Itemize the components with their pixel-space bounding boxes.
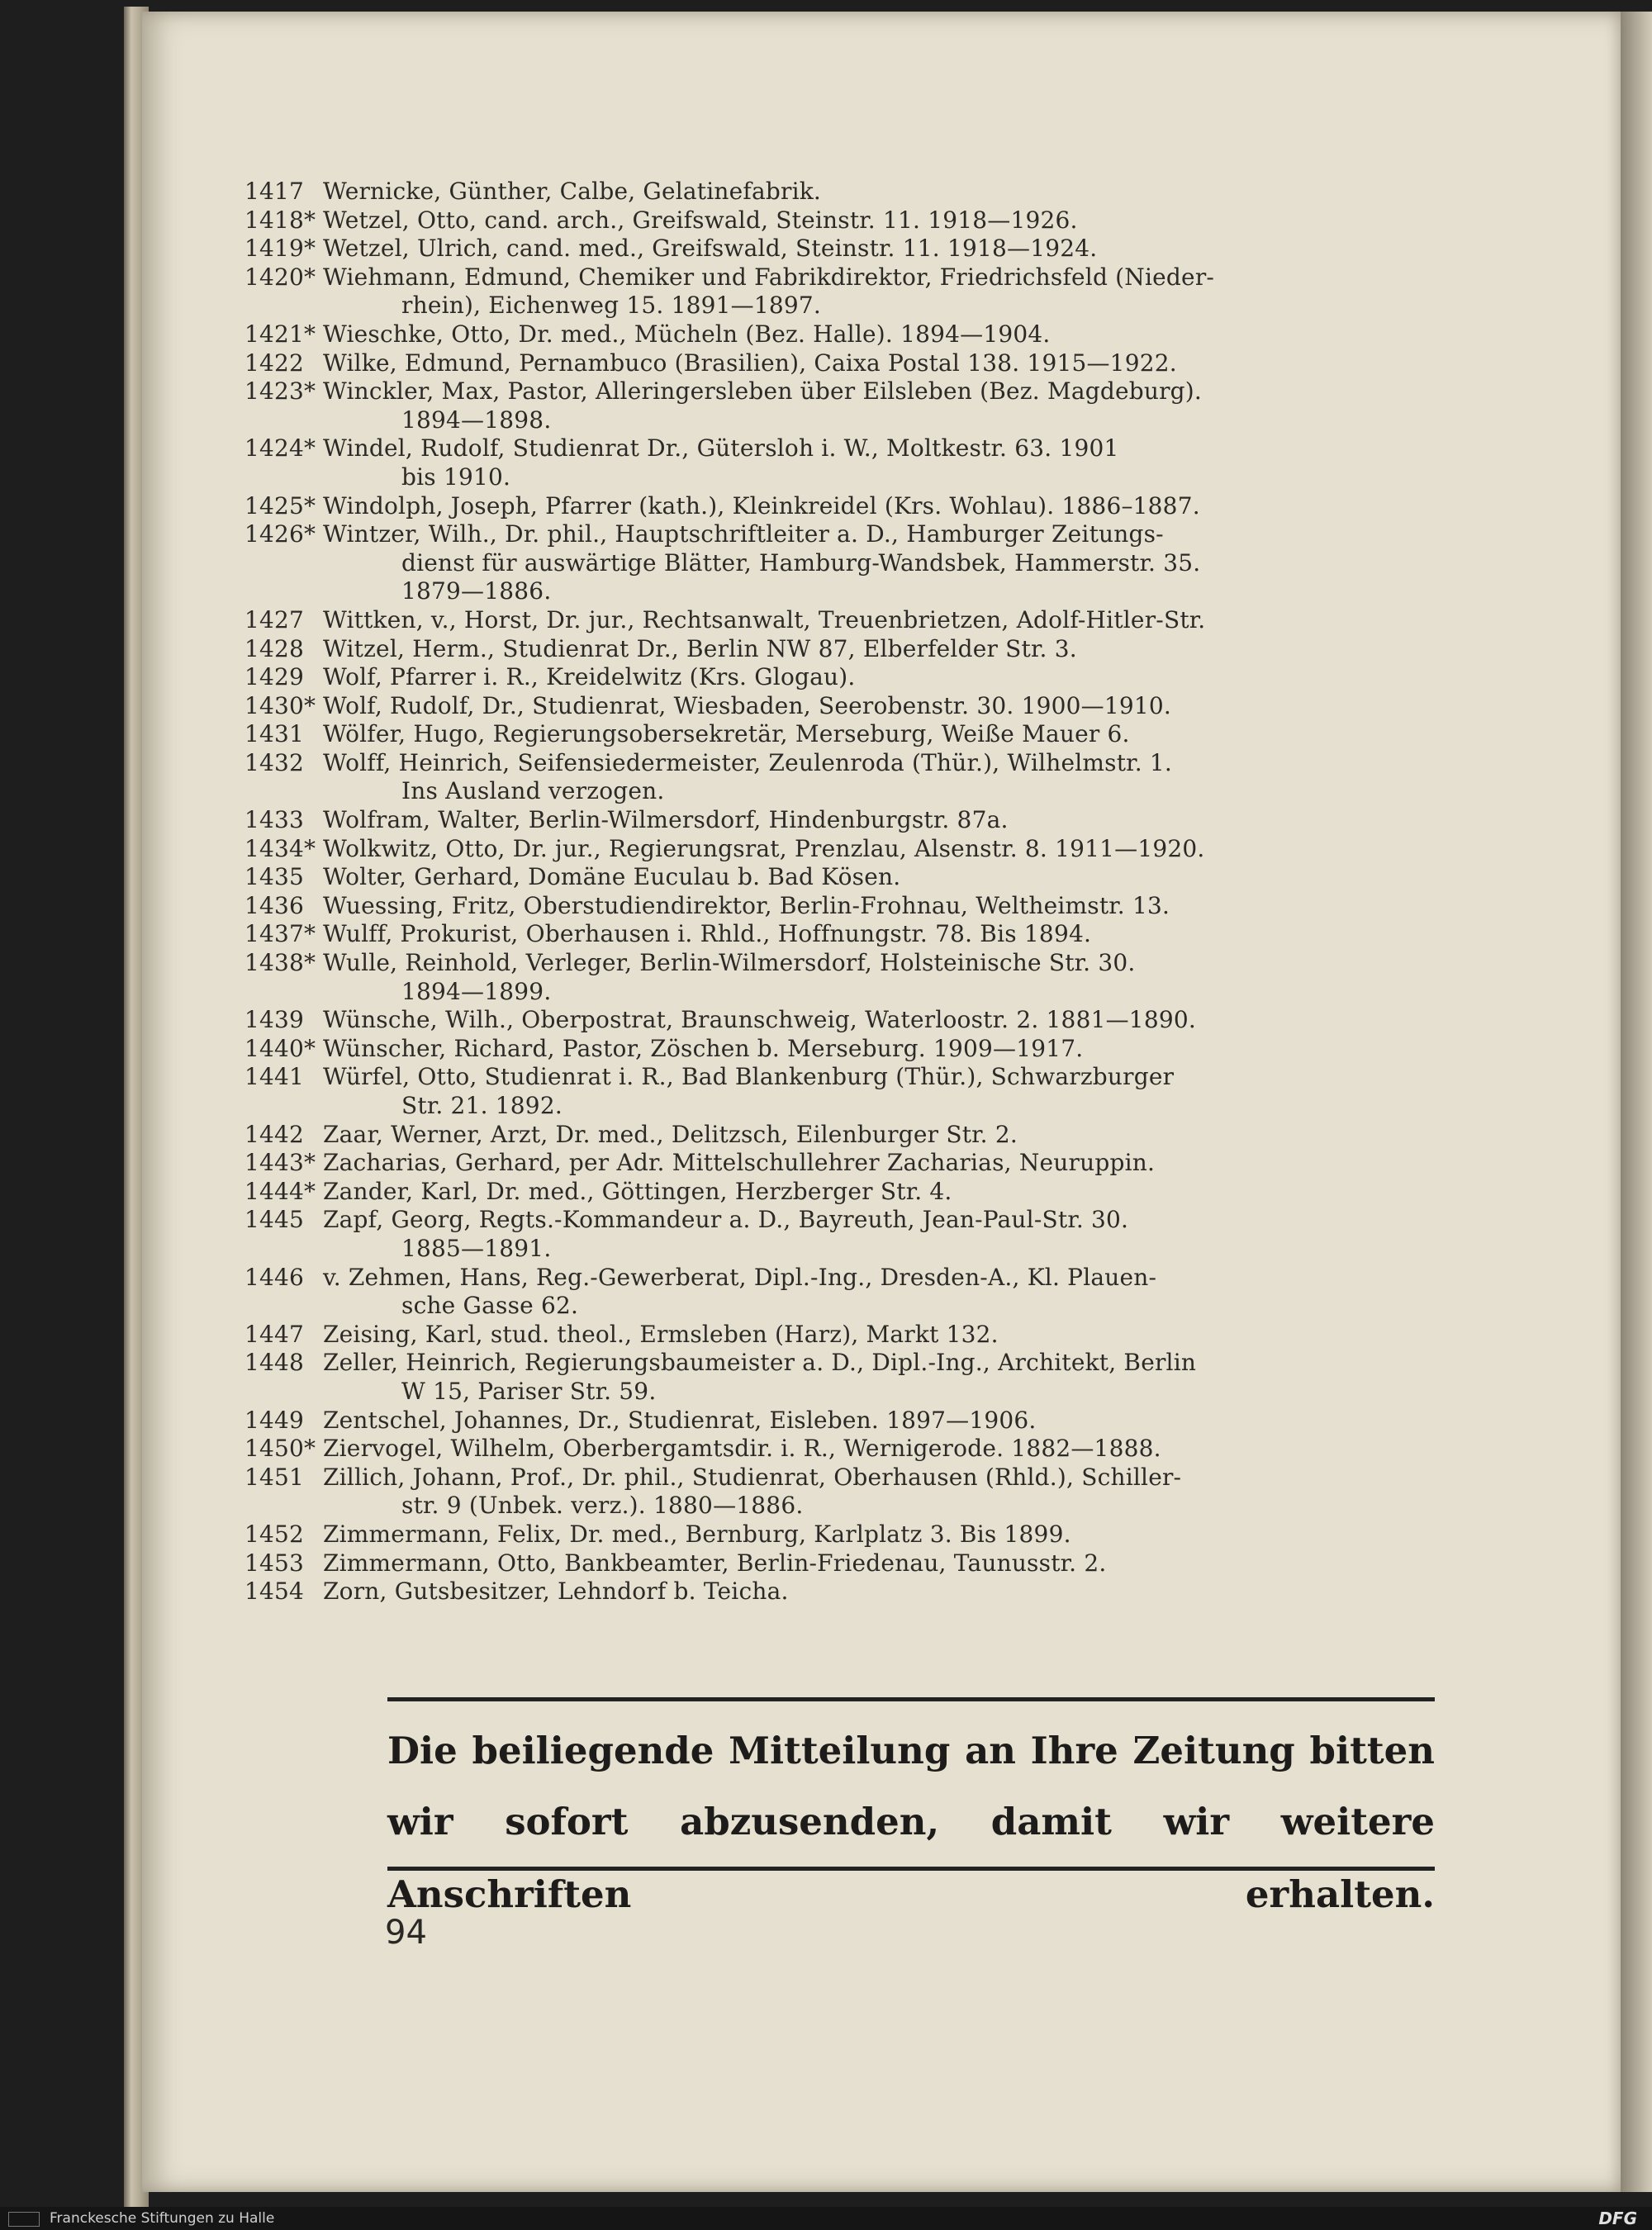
entry-number: 1452 (244, 1520, 305, 1548)
entry-text: Ins Ausland verzogen. (401, 777, 665, 805)
entry-line (244, 692, 1434, 721)
entry-number: 1422 (244, 349, 305, 377)
entry-line (244, 920, 1434, 949)
entry-text: Witzel, Herm., Studienrat Dr., Berlin NW 87, Elberfelder Str. 3. (323, 634, 1077, 662)
entry-text: Str. 21. 1892. (401, 1092, 563, 1119)
entry-number: 1421* (244, 320, 316, 348)
entry-text: Zaar, Werner, Arzt, Dr. med., Delitzsch, Eilenburger Str. 2. (323, 1120, 1018, 1148)
entry-number: 1437* (244, 920, 316, 948)
entry-line (244, 1206, 1434, 1235)
entry-continuation-line (244, 978, 1434, 1007)
entry-line (244, 1549, 1434, 1578)
entry-line (244, 863, 1434, 892)
entry-number: 1435 (244, 863, 305, 891)
entry-line (244, 949, 1434, 978)
entry-line (244, 1006, 1434, 1035)
entry-continuation-line (244, 463, 1434, 492)
entry-text: Wulff, Prokurist, Oberhausen i. Rhld., Hoffnungstr. 78. Bis 1894. (323, 920, 1092, 948)
entry-text: 1894—1899. (401, 977, 552, 1005)
entry-number: 1438* (244, 949, 316, 977)
entry-text: Windolph, Joseph, Pfarrer (kath.), Kleinkreidel (Krs. Wohlau). 1886–1887. (323, 491, 1200, 520)
entry-text: 1894—1898. (401, 406, 552, 434)
entry-line (244, 1035, 1434, 1064)
entry-text: Winckler, Max, Pastor, Alleringersleben über Eilsleben (Bez. Magdeburg). (323, 377, 1203, 406)
entry-text: Zapf, Georg, Regts.-Kommandeur a. D., Bayreuth, Jean-Paul-Str. 30. (323, 1206, 1129, 1234)
entry-number: 1443* (244, 1149, 316, 1177)
entry-text: str. 9 (Unbek. verz.). 1880—1886. (401, 1492, 804, 1520)
entry-continuation-line (244, 406, 1434, 435)
entry-continuation-line (244, 1092, 1434, 1121)
entry-text: Wittken, v., Horst, Dr. jur., Rechtsanwalt, Treuenbrietzen, Adolf-Hitler-Str. (323, 605, 1206, 633)
entry-line (244, 377, 1434, 406)
entry-number: 1425* (244, 491, 316, 520)
entry-text: Wünscher, Richard, Pastor, Zöschen b. Merseburg. 1909—1917. (323, 1034, 1084, 1062)
entry-number: 1454 (244, 1578, 305, 1606)
entry-number: 1448 (244, 1349, 305, 1377)
entry-line (244, 178, 1434, 206)
entry-continuation-line (244, 292, 1434, 320)
entry-line (244, 720, 1434, 749)
entry-number: 1418* (244, 206, 316, 234)
entry-number: 1449 (244, 1406, 305, 1434)
entry-number: 1440* (244, 1034, 316, 1062)
entry-line (244, 1178, 1434, 1207)
entry-number: 1450* (244, 1435, 316, 1463)
entry-line (244, 349, 1434, 378)
footer-brand: DFG (1598, 2209, 1637, 2228)
entry-number: 1453 (244, 1549, 305, 1577)
entry-continuation-line (244, 1292, 1434, 1321)
entry-number: 1439 (244, 1006, 305, 1034)
register-entries (244, 178, 1434, 1606)
entry-number: 1442 (244, 1120, 305, 1148)
entry-line (244, 1407, 1434, 1435)
entry-text: Wiehmann, Edmund, Chemiker und Fabrikdirektor, Friedrichsfeld (Nieder- (323, 263, 1215, 291)
entry-number: 1432 (244, 748, 305, 776)
entry-number: 1433 (244, 806, 305, 834)
entry-number: 1423* (244, 377, 316, 406)
entry-text: Wolf, Pfarrer i. R., Kreidelwitz (Krs. Glogau). (323, 663, 856, 691)
entry-text: sche Gasse 62. (401, 1292, 579, 1320)
entry-text: rhein), Eichenweg 15. 1891—1897. (401, 292, 822, 320)
notice-line-1: Die beiliegende Mitteilung an Ihre Zeitung bitten (387, 1729, 1435, 1772)
entry-text: Zillich, Johann, Prof., Dr. phil., Studienrat, Oberhausen (Rhld.), Schiller- (323, 1463, 1182, 1491)
footer-bar (0, 2207, 1652, 2230)
entry-text: Wieschke, Otto, Dr. med., Mücheln (Bez. Halle). 1894—1904. (323, 320, 1051, 348)
entry-line (244, 1464, 1434, 1492)
page-number: 94 (385, 1914, 427, 1952)
entry-line (244, 206, 1434, 235)
notice-line-2: wir sofort abzusenden, damit wir weitere Anschriften erhalten. (387, 1800, 1435, 1916)
entry-line (244, 1264, 1434, 1293)
entry-text: Wintzer, Wilh., Dr. phil., Hauptschriftleiter a. D., Hamburger Zeitungs- (323, 520, 1164, 548)
entry-text: 1879—1886. (401, 577, 552, 605)
entry-number: 1445 (244, 1206, 305, 1234)
entry-line (244, 520, 1434, 549)
entry-number: 1451 (244, 1463, 305, 1491)
entry-text: Zentschel, Johannes, Dr., Studienrat, Eisleben. 1897—1906. (323, 1406, 1037, 1434)
entry-text: Wilke, Edmund, Pernambuco (Brasilien), Caixa Postal 138. 1915—1922. (323, 349, 1177, 377)
entry-text: Ziervogel, Wilhelm, Oberbergamtsdir. i. R., Wernigerode. 1882—1888. (323, 1435, 1161, 1463)
entry-text: Zimmermann, Otto, Bankbeamter, Berlin-Friedenau, Taunusstr. 2. (323, 1549, 1107, 1577)
entry-number: 1428 (244, 634, 305, 662)
entry-line (244, 1321, 1434, 1350)
entry-continuation-line (244, 1235, 1434, 1264)
entry-line (244, 1435, 1434, 1464)
entry-continuation-line (244, 577, 1434, 606)
entry-text: Wetzel, Ulrich, cand. med., Greifswald, Steinstr. 11. 1918—1924. (323, 235, 1098, 263)
entry-line (244, 1121, 1434, 1150)
entry-line (244, 835, 1434, 864)
entry-line (244, 606, 1434, 635)
entry-text: bis 1910. (401, 463, 511, 491)
facing-page-edge (1621, 12, 1652, 2192)
entry-text: W 15, Pariser Str. 59. (401, 1377, 657, 1405)
entry-line (244, 892, 1434, 921)
entry-number: 1434* (244, 834, 316, 862)
entry-text: Wünsche, Wilh., Oberpostrat, Braunschweig, Waterloostr. 2. 1881—1890. (323, 1006, 1196, 1034)
entry-text: Zeller, Heinrich, Regierungsbaumeister a. D., Dipl.-Ing., Architekt, Berlin (323, 1349, 1197, 1377)
entry-line (244, 434, 1434, 463)
entry-text: Wolf, Rudolf, Dr., Studienrat, Wiesbaden, Seerobenstr. 30. 1900—1910. (323, 691, 1172, 719)
entry-text: Zimmermann, Felix, Dr. med., Bernburg, Karlplatz 3. Bis 1899. (323, 1520, 1071, 1548)
entry-text: Wölfer, Hugo, Regierungsobersekretär, Merseburg, Weiße Mauer 6. (323, 720, 1130, 748)
entry-number: 1417 (244, 178, 305, 205)
entry-text: v. Zehmen, Hans, Reg.-Gewerberat, Dipl.-Ing., Dresden-A., Kl. Plauen- (323, 1263, 1157, 1291)
entry-line (244, 1349, 1434, 1378)
entry-text: Zander, Karl, Dr. med., Göttingen, Herzberger Str. 4. (323, 1177, 952, 1205)
bottom-rule (387, 1867, 1435, 1871)
entry-number: 1424* (244, 434, 316, 463)
entry-number: 1420* (244, 263, 316, 291)
entry-line (244, 806, 1434, 835)
entry-text: dienst für auswärtige Blätter, Hamburg-Wandsbek, Hammerstr. 35. (401, 548, 1201, 576)
entry-number: 1444* (244, 1177, 316, 1205)
entry-number: 1441 (244, 1063, 305, 1091)
entry-number: 1427 (244, 605, 305, 633)
entry-text: Zacharias, Gerhard, per Adr. Mittelschullehrer Zacharias, Neuruppin. (323, 1149, 1156, 1177)
entry-line (244, 1149, 1434, 1178)
entry-text: Zorn, Gutsbesitzer, Lehndorf b. Teicha. (323, 1578, 789, 1606)
footer-institution: Franckesche Stiftungen zu Halle (50, 2210, 275, 2227)
entry-number: 1429 (244, 663, 305, 691)
entry-line (244, 1578, 1434, 1606)
entry-line (244, 263, 1434, 292)
entry-line (244, 1521, 1434, 1549)
entry-line (244, 492, 1434, 521)
entry-continuation-line (244, 549, 1434, 578)
entry-number: 1430* (244, 691, 316, 719)
entry-line (244, 320, 1434, 349)
entry-text: Wolff, Heinrich, Seifensiedermeister, Zeulenroda (Thür.), Wilhelmstr. 1. (323, 748, 1173, 776)
entry-text: Wolter, Gerhard, Domäne Euculau b. Bad Kösen. (323, 863, 901, 891)
entry-text: Wulle, Reinhold, Verleger, Berlin-Wilmersdorf, Holsteinische Str. 30. (323, 949, 1136, 977)
entry-line (244, 1063, 1434, 1092)
entry-continuation-line (244, 1378, 1434, 1407)
top-rule (387, 1697, 1435, 1701)
entry-text: Wolkwitz, Otto, Dr. jur., Regierungsrat, Prenzlau, Alsenstr. 8. 1911—1920. (323, 834, 1205, 862)
entry-number: 1447 (244, 1320, 305, 1348)
entry-line (244, 663, 1434, 692)
entry-text: Wernicke, Günther, Calbe, Gelatinefabrik. (323, 178, 822, 205)
entry-line (244, 749, 1434, 778)
entry-text: Zeising, Karl, stud. theol., Ermsleben (Harz), Markt 132. (323, 1320, 999, 1348)
entry-line (244, 635, 1434, 664)
entry-number: 1426* (244, 520, 316, 548)
entry-number: 1446 (244, 1263, 305, 1291)
institution-logo-icon (8, 2212, 40, 2227)
entry-continuation-line (244, 777, 1434, 806)
entry-text: Würfel, Otto, Studienrat i. R., Bad Blankenburg (Thür.), Schwarzburger (323, 1063, 1175, 1091)
entry-text: 1885—1891. (401, 1234, 552, 1262)
entry-text: Windel, Rudolf, Studienrat Dr., Gütersloh i. W., Moltkestr. 63. 1901 (323, 434, 1119, 463)
entry-number: 1431 (244, 720, 305, 748)
entry-number: 1436 (244, 891, 305, 919)
entry-continuation-line (244, 1492, 1434, 1521)
entry-text: Wetzel, Otto, cand. arch., Greifswald, Steinstr. 11. 1918—1926. (323, 206, 1078, 234)
entry-text: Wolfram, Walter, Berlin-Wilmersdorf, Hindenburgstr. 87a. (323, 806, 1009, 834)
entry-number: 1419* (244, 235, 316, 263)
entry-text: Wuessing, Fritz, Oberstudiendirektor, Berlin-Frohnau, Weltheimstr. 13. (323, 891, 1170, 919)
entry-line (244, 235, 1434, 263)
